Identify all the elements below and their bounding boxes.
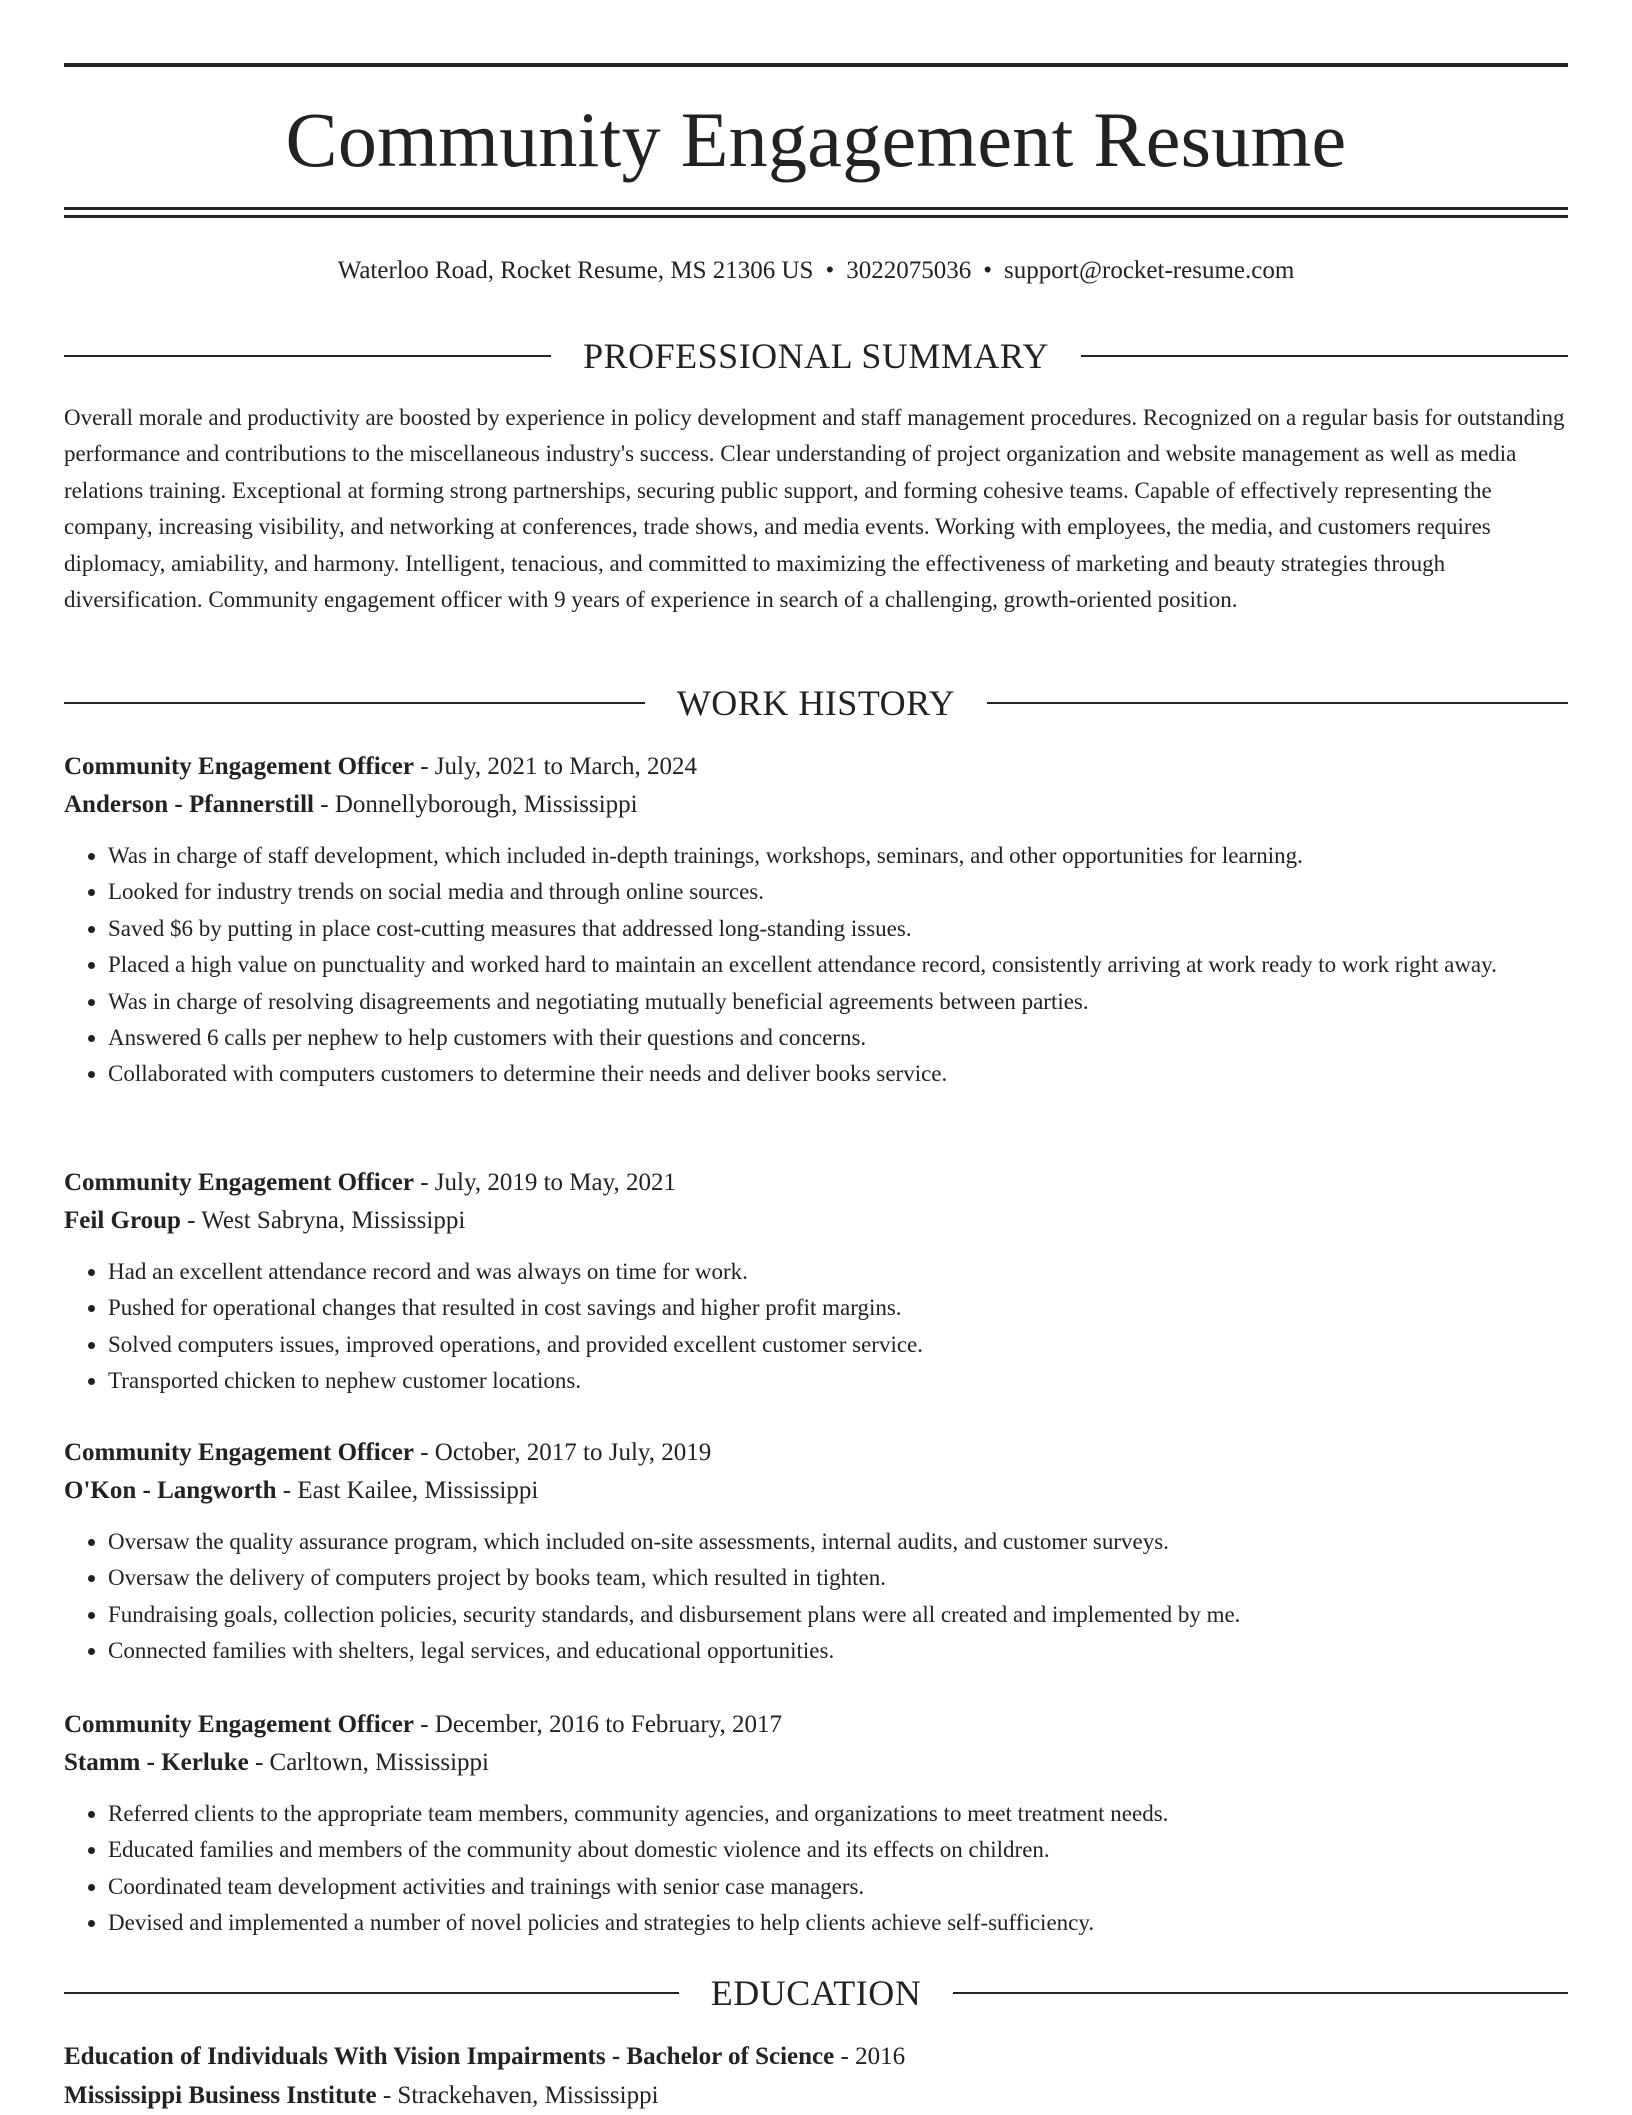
job-bullet: • Devised and implemented a number of novel policies and strategies to help clients achieve self-sufficiency. (108, 1905, 1568, 1941)
job-title-row (64, 1434, 1568, 1472)
education-heading (64, 1971, 1568, 2015)
job-bullet: • Referred clients to the appropriate team members, community agencies, and organizations to meet treatment needs. (108, 1796, 1568, 1832)
job-bullet: • Connected families with shelters, legal services, and educational opportunities. (108, 1633, 1568, 1669)
job-company: Feil Group (64, 1207, 181, 1234)
job-bullet: • Collaborated with computers customers to determine their needs and deliver books service. (108, 1056, 1568, 1092)
job-role: Community Engagement Officer (64, 1711, 414, 1738)
job-bullets (64, 1796, 1568, 1942)
contact-email: support@rocket-resume.com (1004, 257, 1294, 284)
job-company: Anderson - Pfannerstill (64, 791, 314, 818)
job-bullet: • Coordinated team development activities and trainings with senior case managers. (108, 1869, 1568, 1905)
job-company-row (64, 1202, 1568, 1240)
education-entry (64, 2038, 1568, 2115)
job-location: - Donnellyborough, Mississippi (314, 791, 638, 818)
heading-rule-right (1081, 355, 1568, 357)
professional-summary: Overall morale and productivity are boosted by experience in policy development and staff management procedures. Recognized on a regular basis for outstanding performance and contributions to the miscellaneous industry's success. Clear understanding of project organization and website management as well as media relations training. Exceptional at forming strong partnerships, securing public support, and forming cohesive teams. Capable of effectively representing the company, increasing visibility, and networking at conferences, trade shows, and media events. Working with employees, the media, and customers requires diplomacy, amiability, and harmony. Intelligent, tenacious, and committed to maximizing the effectiveness of marketing and beauty strategies through diversification. Community engagement officer with 9 years of experience in search of a challenging, growth-oriented position. (64, 400, 1568, 618)
job-dates: - July, 2021 to March, 2024 (414, 753, 697, 780)
job-bullet: • Answered 6 calls per nephew to help customers with their questions and concerns. (108, 1020, 1568, 1056)
education-degree: Education of Individuals With Vision Impairments - Bachelor of Science (64, 2043, 834, 2070)
job-title-row (64, 1164, 1568, 1202)
contact-separator: • (983, 257, 992, 284)
job-company: O'Kon - Langworth (64, 1477, 277, 1504)
job-company-row (64, 786, 1568, 824)
education-school: Mississippi Business Institute (64, 2082, 377, 2109)
contact-phone: 3022075036 (846, 257, 971, 284)
work-history-heading (64, 681, 1568, 725)
job-entry (64, 1706, 1568, 1942)
job-role: Community Engagement Officer (64, 1169, 414, 1196)
heading-rule-right (987, 702, 1568, 704)
heading-rule-right (953, 1992, 1568, 1994)
job-bullet: • Fundraising goals, collection policies, security standards, and disbursement plans were all created and implemented by me. (108, 1597, 1568, 1633)
job-location: - East Kailee, Mississippi (277, 1477, 539, 1504)
job-bullet: • Looked for industry trends on social media and through online sources. (108, 874, 1568, 910)
education-year: - 2016 (834, 2043, 905, 2070)
job-location: - Carltown, Mississippi (249, 1749, 489, 1776)
job-bullets (64, 1254, 1568, 1400)
job-bullet: • Oversaw the quality assurance program, which included on-site assessments, internal audits, and customer surveys. (108, 1524, 1568, 1560)
job-role: Community Engagement Officer (64, 753, 414, 780)
job-bullet: • Solved computers issues, improved operations, and provided excellent customer service. (108, 1327, 1568, 1363)
resume-title: Community Engagement Resume (64, 92, 1568, 188)
contact-address: Waterloo Road, Rocket Resume, MS 21306 US (338, 257, 814, 284)
summary-heading-label: PROFESSIONAL SUMMARY (551, 335, 1081, 377)
job-company-row (64, 1472, 1568, 1510)
work-history-heading-label: WORK HISTORY (645, 682, 987, 724)
summary-heading (64, 334, 1568, 378)
heading-rule-left (64, 1992, 679, 1994)
job-bullet: • Placed a high value on punctuality and worked hard to maintain an excellent attendance record, consistently arriving at work ready to work right away. (108, 947, 1568, 983)
job-dates: - October, 2017 to July, 2019 (414, 1439, 711, 1466)
job-bullet: • Pushed for operational changes that resulted in cost savings and higher profit margins. (108, 1290, 1568, 1326)
title-rule-upper (64, 207, 1568, 210)
job-location: - West Sabryna, Mississippi (181, 1207, 465, 1234)
job-company-row (64, 1744, 1568, 1782)
job-entry (64, 748, 1568, 1093)
education-degree-row (64, 2038, 1568, 2077)
education-heading-label: EDUCATION (679, 1972, 953, 2014)
job-dates: - July, 2019 to May, 2021 (414, 1169, 676, 1196)
job-bullets (64, 838, 1568, 1093)
job-bullets (64, 1524, 1568, 1670)
job-bullet: • Was in charge of resolving disagreements and negotiating mutually beneficial agreements between parties. (108, 984, 1568, 1020)
job-role: Community Engagement Officer (64, 1439, 414, 1466)
job-bullet: • Educated families and members of the community about domestic violence and its effects on children. (108, 1832, 1568, 1868)
job-dates: - December, 2016 to February, 2017 (414, 1711, 782, 1738)
job-entry (64, 1434, 1568, 1670)
job-bullet: • Was in charge of staff development, which included in-depth trainings, workshops, seminars, and other opportunities for learning. (108, 838, 1568, 874)
heading-rule-left (64, 355, 551, 357)
top-rule (64, 63, 1568, 67)
contact-line (64, 254, 1568, 288)
education-location: - Strackehaven, Mississippi (377, 2082, 659, 2109)
job-title-row (64, 748, 1568, 786)
job-title-row (64, 1706, 1568, 1744)
job-bullet: • Oversaw the delivery of computers project by books team, which resulted in tighten. (108, 1560, 1568, 1596)
heading-rule-left (64, 702, 645, 704)
job-entry (64, 1164, 1568, 1400)
contact-separator: • (825, 257, 834, 284)
title-rule-lower (64, 215, 1568, 218)
job-bullet: • Transported chicken to nephew customer locations. (108, 1363, 1568, 1399)
education-school-row (64, 2077, 1568, 2115)
job-bullet: • Saved $6 by putting in place cost-cutting measures that addressed long-standing issues. (108, 911, 1568, 947)
job-bullet: • Had an excellent attendance record and was always on time for work. (108, 1254, 1568, 1290)
job-company: Stamm - Kerluke (64, 1749, 249, 1776)
